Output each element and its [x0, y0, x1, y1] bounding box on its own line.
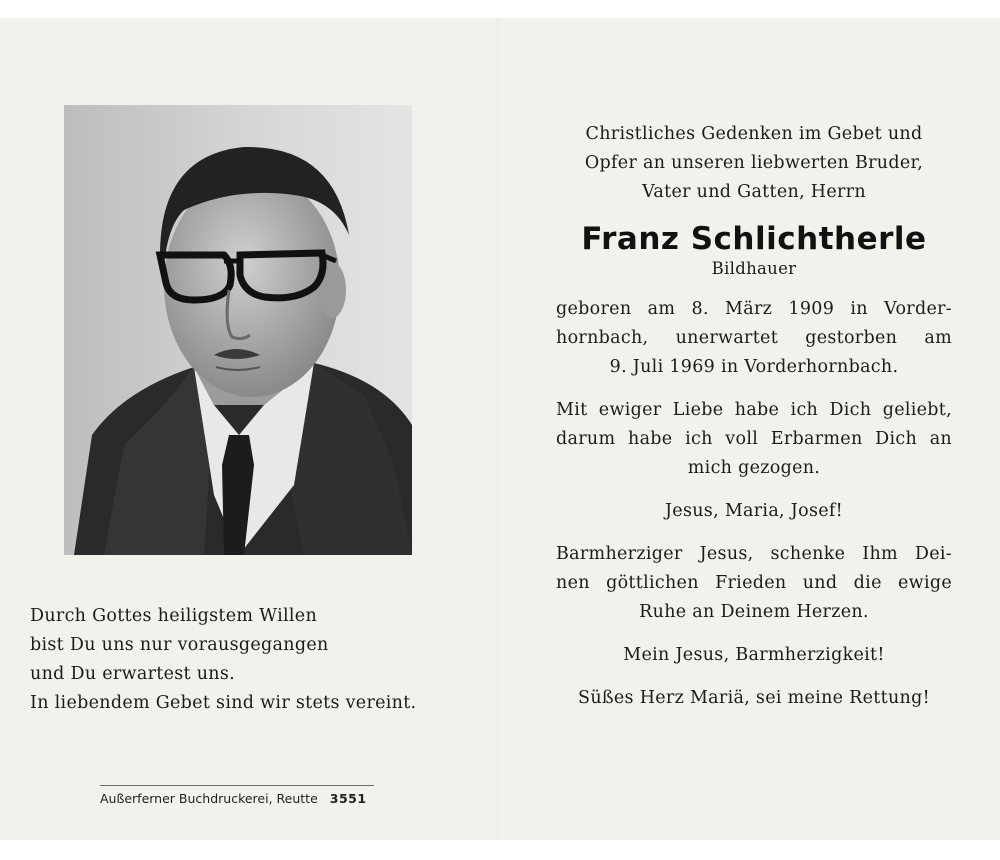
verse-line: bist Du uns nur vorausgegangen — [30, 635, 329, 655]
verse-line: In liebendem Gebet sind wir stets vereint. — [30, 693, 417, 713]
intro-line: Christliches Gedenken im Gebet und — [585, 124, 923, 144]
portrait-photo — [64, 105, 412, 555]
intro-line: Opfer an unseren liebwerten Bruder, — [584, 153, 924, 173]
prayer-mercy: Mein Jesus, Barmherzigkeit! — [623, 645, 885, 665]
text-line: Mit ewiger Liebe habe ich Dich geliebt, — [556, 400, 952, 420]
birth-death-text — [556, 295, 952, 382]
printer-credit — [100, 791, 367, 806]
verse-line: und Du erwartest uns. — [30, 664, 236, 684]
right-panel — [556, 120, 952, 713]
text-line: 9. Juli 1969 in Vorderhornbach. — [609, 357, 899, 377]
text-line: mich gezogen. — [687, 458, 821, 478]
portrait-image — [64, 105, 412, 555]
prayer-jesus-maria-josef: Jesus, Maria, Josef! — [664, 501, 843, 521]
text-line: darum habe ich voll Erbarmen Dich an — [556, 429, 952, 449]
occupation: Bildhauer — [711, 259, 797, 278]
printer-name: Außerferner Buchdruckerei, Reutte — [100, 791, 318, 806]
verse-eternal-love — [556, 396, 952, 483]
text-line: Ruhe an Deinem Herzen. — [639, 602, 869, 622]
intro-line: Vater und Gatten, Herrn — [642, 182, 866, 202]
text-line: geboren am 8. März 1909 in Vorder- — [556, 299, 952, 319]
intro — [556, 120, 952, 207]
printer-rule — [100, 785, 374, 786]
memorial-card — [0, 18, 1000, 840]
printer-number: 3551 — [329, 791, 367, 806]
verse-line: Durch Gottes heiligstem Willen — [30, 606, 318, 626]
text-line: hornbach, unerwartet gestorben am — [556, 328, 952, 348]
left-verse — [30, 602, 470, 718]
text-line: nen göttlichen Frieden und die ewige — [556, 573, 952, 593]
deceased-name: Franz Schlichtherle — [581, 221, 927, 257]
text-line: Barmherziger Jesus, schenke Ihm Dei- — [556, 544, 952, 564]
prayer-sacred-heart: Süßes Herz Mariä, sei meine Rettung! — [578, 688, 930, 708]
prayer-merciful-jesus — [556, 540, 952, 627]
card-fold — [497, 18, 499, 840]
